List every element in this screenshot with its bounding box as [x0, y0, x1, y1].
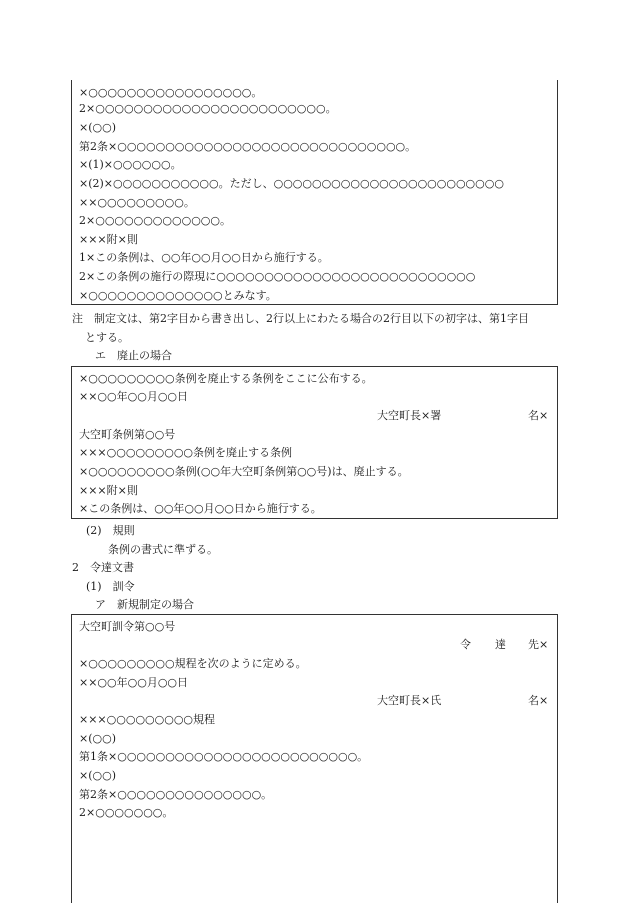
box3-addressee-1: 令 [460, 638, 471, 651]
box3-signer-suffix: 名× [528, 694, 549, 707]
box2-line-7: ×××附×則 [79, 484, 138, 497]
box3-line-1: 大空町訓令第○○号 [79, 620, 176, 633]
box3-line-9: ×(○○) [79, 769, 116, 782]
box1-line-12: ×○○○○○○○○○○○○○○とみなす。 [79, 289, 277, 302]
box3-line-10: 第2条×○○○○○○○○○○○○○○○。 [79, 788, 273, 801]
box3-addressee-3: 先× [528, 638, 549, 651]
box2-signer: 大空町長×署 [377, 409, 442, 422]
box3-line-6: ×××○○○○○○○○○規程 [79, 713, 216, 726]
box1-line-5: ×(1)×○○○○○○。 [79, 158, 182, 171]
box2-line-6: ×○○○○○○○○○条例(○○年大空町条例第○○号)は、廃止する。 [79, 465, 409, 478]
box3-line-7: ×(○○) [79, 732, 116, 745]
box1-line-8: 2×○○○○○○○○○○○○○。 [79, 214, 231, 227]
box3-addressee-2: 達 [495, 638, 506, 651]
box1-line-10: 1×この条例は、○○年○○月○○日から施行する。 [79, 251, 329, 264]
box1-line-3: ×(○○) [79, 121, 116, 134]
section-heading-directives: 2 令達文書 [72, 561, 134, 574]
box3-line-3: ×○○○○○○○○○規程を次のように定める。 [79, 657, 307, 670]
box1-line-11: 2×この条例の施行の際現に○○○○○○○○○○○○○○○○○○○○○○○○○○○ [79, 270, 476, 283]
box3-line-11: 2×○○○○○○○。 [79, 806, 174, 819]
box2-signer-suffix: 名× [528, 409, 549, 422]
box2-line-2: ××○○年○○月○○日 [79, 390, 189, 403]
section-heading-instructions: (1) 訓令 [86, 580, 135, 593]
note-line-1: 注 制定文は、第2字目から書き出し、2行以上にわたる場合の2行目以下の初字は、第1字目 [72, 312, 529, 325]
section-heading-new-enactment: ア 新規制定の場合 [95, 598, 194, 611]
section-heading-rules: (2) 規則 [86, 524, 135, 537]
rules-text: 条例の書式に準ずる。 [108, 543, 218, 556]
box1-line-6: ×(2)×○○○○○○○○○○○。ただし、○○○○○○○○○○○○○○○○○○○○○○○○ [79, 177, 504, 190]
box1-line-9: ×××附×則 [79, 233, 138, 246]
box3-line-4: ××○○年○○月○○日 [79, 676, 189, 689]
abolition-ordinance-box [71, 366, 558, 519]
box1-line-1: ×○○○○○○○○○○○○○○○○○。 [79, 86, 263, 99]
box2-line-4: 大空町条例第○○号 [79, 428, 176, 441]
box3-line-8: 第1条×○○○○○○○○○○○○○○○○○○○○○○○○○。 [79, 750, 369, 763]
box3-signer: 大空町長×氏 [377, 694, 442, 707]
note-line-2: とする。 [85, 331, 129, 344]
box2-line-1: ×○○○○○○○○○条例を廃止する条例をここに公布する。 [79, 372, 373, 385]
box2-line-8: ×この条例は、○○年○○月○○日から施行する。 [79, 502, 322, 515]
box2-line-5: ×××○○○○○○○○○条例を廃止する条例 [79, 446, 293, 459]
box1-line-4: 第2条×○○○○○○○○○○○○○○○○○○○○○○○○○○○○○○。 [79, 140, 417, 153]
section-heading-abolition: エ 廃止の場合 [95, 349, 172, 362]
box1-line-2: 2×○○○○○○○○○○○○○○○○○○○○○○○○。 [79, 102, 337, 115]
box1-line-7: ××○○○○○○○○○。 [79, 196, 195, 209]
